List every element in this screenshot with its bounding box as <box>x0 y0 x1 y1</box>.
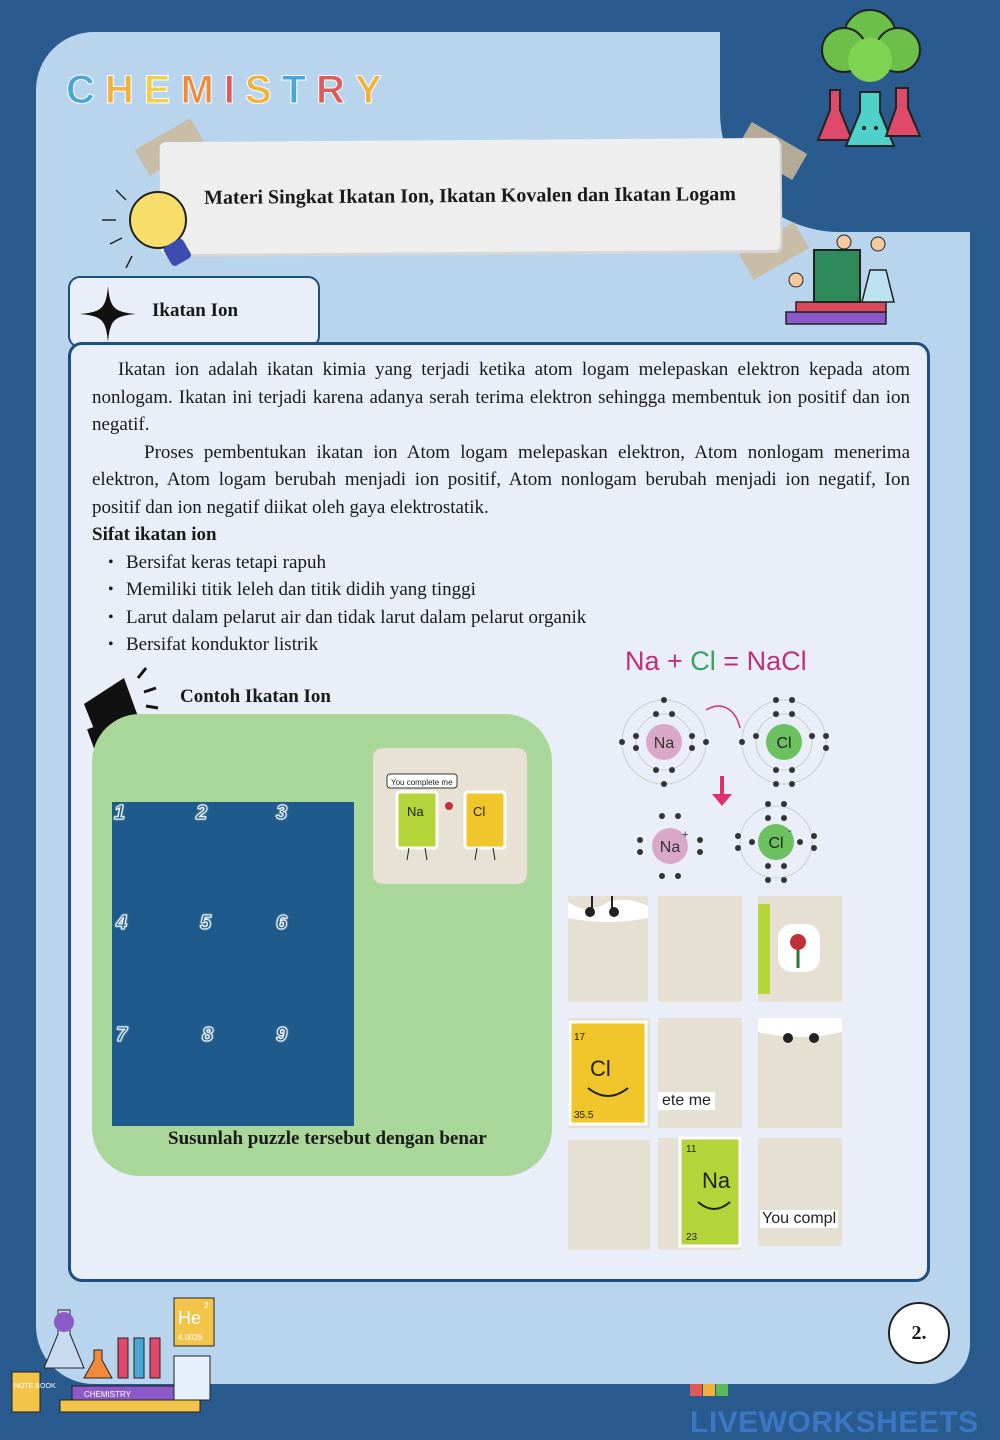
title-banner <box>160 138 781 254</box>
puzzle-piece[interactable] <box>568 896 648 1002</box>
list-item: • Bersifat keras tetapi rapuh <box>126 549 910 577</box>
piece-speech-fragment: You compl <box>762 1210 837 1227</box>
ion-cl-label: Cl <box>768 835 784 852</box>
helium-mass: 4.0026 <box>178 1333 203 1342</box>
puzzle-piece[interactable] <box>758 896 842 1002</box>
puzzle-piece[interactable] <box>758 1018 842 1128</box>
liveworksheets-watermark <box>690 1372 1000 1440</box>
puzzle-slot-number: 5 <box>200 912 212 934</box>
brand-square-icon <box>716 1384 728 1396</box>
flask-broccoli-illustration <box>800 0 940 160</box>
logo-letter: C <box>66 68 97 112</box>
puzzle-piece[interactable] <box>568 1140 650 1250</box>
puzzle-piece[interactable] <box>658 896 742 1002</box>
chlorine-atom <box>739 697 829 787</box>
helium-number: 2 <box>204 1301 209 1310</box>
logo-letter: M <box>180 68 216 112</box>
list-item: • Larut dalam pelarut air dan tidak larut dalam pelarut organik <box>126 604 910 632</box>
example-title: Contoh Ikatan Ion <box>180 686 331 707</box>
ion-cl-charge: - <box>788 825 792 837</box>
properties-list <box>126 549 910 659</box>
preview-na: Na <box>407 804 424 819</box>
logo-letter: T <box>281 68 309 112</box>
equation-left: Na + <box>625 646 691 676</box>
puzzle-slot-number: 9 <box>276 1024 288 1046</box>
puzzle-slot-number: 6 <box>276 912 288 934</box>
list-item: • Memiliki titik leleh dan titik didih yang tinggi <box>126 576 910 604</box>
piece-na-mass: 23 <box>686 1232 698 1243</box>
list-item: • Bersifat konduktor listrik <box>126 631 910 659</box>
puzzle-slot-number: 1 <box>114 802 126 824</box>
piece-cl-number: 17 <box>574 1032 586 1043</box>
puzzle-board[interactable] <box>112 802 354 1126</box>
sodium-ion <box>637 813 703 879</box>
ion-na-label: Na <box>659 839 681 856</box>
paragraph-process: Proses pembentukan ikatan ion Atom logam melepaskan elektron, Atom nonlogam menerima elektron, Atom logam berubah menjadi ion positif, Atom nonlogam berubah menjadi ion negatif, Ion positif dan ion negatif diikat oleh gaya elektrostatik. <box>92 441 910 518</box>
logo-letter: I <box>223 68 237 112</box>
watermark-text: LIVEWORKSHEETS <box>690 1406 979 1439</box>
piece-na-number: 11 <box>686 1144 697 1155</box>
paragraph-definition: Ikatan ion adalah ikatan kimia yang terjadi ketika atom logam melepaskan elektron kepada atom nonlogam. Ikatan ini terjadi karena adanya serah terima elektron sehingga membentuk ion positif dan ion negatif. <box>92 359 910 435</box>
page-number: 2. <box>888 1302 950 1364</box>
books-illustration <box>780 230 900 330</box>
equation-cl: Cl <box>690 646 716 676</box>
piece-na-symbol: Na <box>702 1168 731 1193</box>
preview-speech: You complete me <box>391 778 453 787</box>
chemistry-logo <box>66 68 384 113</box>
na-cl-cartoon <box>373 748 527 884</box>
atom-na-label: Na <box>653 735 675 752</box>
ion-na-charge: + <box>682 829 689 841</box>
piece-speech-fragment: ete me <box>658 1092 715 1110</box>
section-title: Ikatan Ion <box>152 300 239 321</box>
logo-letter: Y <box>354 68 384 112</box>
puzzle-slot-number: 4 <box>116 912 128 934</box>
puzzle-slot-number: 7 <box>116 1024 128 1046</box>
chem-book-label: CHEMISTRY <box>84 1390 131 1399</box>
puzzle-slot-number: 3 <box>276 802 288 824</box>
brand-square-icon <box>703 1384 715 1396</box>
equation-right: = NaCl <box>715 646 807 676</box>
sparkle-icon <box>80 286 136 342</box>
atom-cl-label: Cl <box>776 735 792 752</box>
helium-symbol: He <box>178 1308 202 1328</box>
puzzle-instruction: Susunlah puzzle tersebut dengan benar <box>168 1128 487 1149</box>
logo-letter: H <box>104 68 136 112</box>
brand-square-icon <box>690 1384 702 1396</box>
notebook-label: NOTE BOOK <box>14 1383 56 1390</box>
puzzle-piece[interactable] <box>568 1018 650 1128</box>
nacl-equation <box>625 646 807 677</box>
puzzle-piece[interactable] <box>758 1138 842 1246</box>
page-title: Materi Singkat Ikatan Ion, Ikatan Kovalen dan Ikatan Logam <box>204 182 736 209</box>
section-tab-ikatan-ion <box>68 276 320 348</box>
logo-letter: S <box>244 68 274 112</box>
electron-transfer-diagram <box>610 690 850 895</box>
sodium-atom <box>619 697 709 787</box>
preview-cl: Cl <box>473 804 486 819</box>
logo-letter: E <box>143 68 173 112</box>
piece-cl-symbol: Cl <box>590 1056 611 1081</box>
puzzle-piece[interactable] <box>658 1018 742 1128</box>
lab-equipment-illustration <box>0 1276 230 1414</box>
puzzle-preview-image <box>373 748 527 884</box>
logo-letter: R <box>316 68 347 112</box>
puzzle-slot-number: 8 <box>202 1024 214 1046</box>
puzzle-slot-number: 2 <box>196 802 208 824</box>
section-body <box>92 356 910 659</box>
piece-cl-mass: 35.5 <box>574 1110 594 1121</box>
properties-title: Sifat ikatan ion <box>92 524 217 545</box>
lightbulb-icon <box>96 180 206 280</box>
chloride-ion <box>735 801 817 883</box>
arrow-down-icon <box>712 776 732 806</box>
puzzle-piece[interactable] <box>658 1138 742 1250</box>
